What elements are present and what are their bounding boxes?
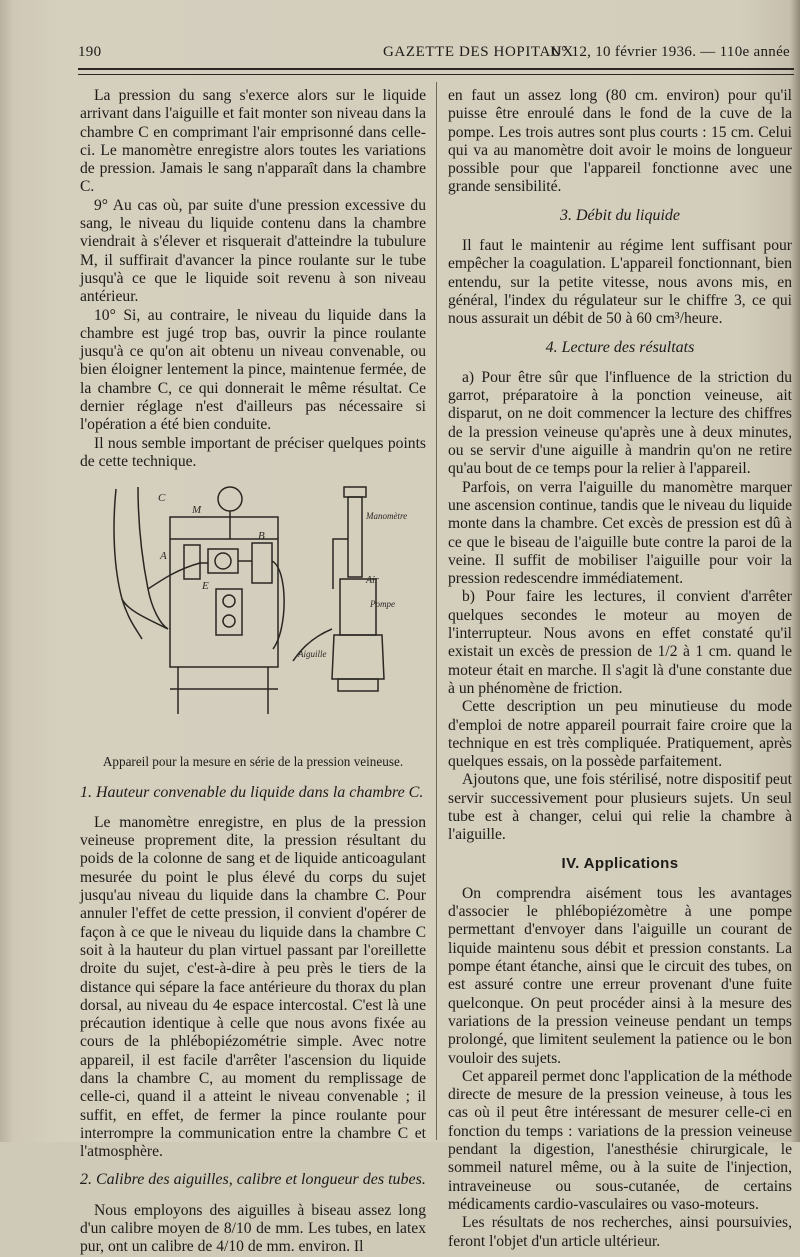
section-heading: 3. Débit du liquide [560,206,680,224]
section-heading: IV. Applications [561,854,679,872]
paragraph: Parfois, on verra l'aiguille du manomètre marquer une ascension continue, tandis que le niveau du liquide monte dans la chambre. Cet excès de pression est dû à ce que le biseau de l'aiguille bute contre la paroi de la veine. Il suffit de mobiliser l'aiguille pour voir la pression redescendre immédiatement. [448,478,792,588]
paragraph: La pression du sang s'exerce alors sur le liquide arrivant dans l'aiguille et fait monter son niveau dans la chambre C en comprimant l'air emprisonné dans celle-ci. Le manomètre enregistre alors toutes les variations de pression. Jamais le sang n'apparaît dans la chambre C. [80,87,426,196]
label-a: A [160,550,167,563]
label-m: M [192,504,202,517]
header-rule [78,68,794,70]
paragraph: en faut un assez long (80 cm. environ) pour qu'il puisse être enroulé dans le fond de la cuve de la pompe. Les trois autres sont plus courts : 15 cm. Celui qui va au manomètre doit avoir le moins de longueur possible pour que l'appareil fonctionne avec une grande sensibilité. [448,87,792,196]
label-aiguille: Aiguille [298,649,327,660]
paragraph: 9° Au cas où, par suite d'une pression excessive du sang, le niveau du liquide contenu dans la chambre viendrait à s'élever et risquerait d'atteindre la tubulure M, il suffirait d'avancer la pince roulante sur le tube jusqu'à ce que le liquide soit revenu à son niveau antérieur. [80,196,426,306]
apparatus-figure [80,479,426,749]
right-column [448,87,792,1251]
paragraph: Il nous semble important de préciser quelques points de cette technique. [80,434,426,470]
figure-caption: Appareil pour la mesure en série de la pression veineuse. [102,754,404,770]
apparatus-illustration [108,479,408,749]
label-b: B [258,530,265,543]
paragraph: Le manomètre enregistre, en plus de la pression veineuse proprement dite, la pression résultant du poids de la colonne de sang et de liquide anticoagulant mesurée du point le plus élevé du corps du sujet jusqu'au niveau du liquide dans la chambre C. Pour annuler l'effet de cette pression, il convient d'opérer de façon à ce que le niveau du liquide dans la chambre C soit à la hauteur du plan virtuel passant par l'oreillette droite du sujet, c'est-à-dire à peu près le tiers de la distance qui sépare la face antérieure du thorax du plan dorsal, au niveau du 4e espace intercostal. C'est là une précaution identique à celle que nous avons fixée au cours de la phlébopiézométrie simple. Avec notre appareil, il est facile d'arrêter l'ascension du liquide dans la chambre C, au moment du remplissage de celle-ci, quand il a atteint le niveau convenable ; il suffit, en effet, de fermer la pince roulante pour interrompre la communication entre la chambre C et l'atmosphère. [80,813,426,1161]
paragraph: 10° Si, au contraire, le niveau du liquide dans la chambre est jugé trop bas, ouvrir la pince roulante jusqu'à ce qu'on ait obtenu un niveau convenable, ou bien éloigner lentement la pince, maintenue fermée, de la chambre C, ce qui donnerait le même résultat. Ce dernier réglage n'est d'ailleurs pas nécessaire si l'opération a été bien conduite. [80,306,426,434]
paragraph: On comprendra aisément tous les avantages d'associer le phlébopiézomètre à une pompe permettant d'envoyer dans l'aiguille un courant de liquide maintenu sous débit et pression constants. La pompe étant étanche, ainsi que le circuit des tubes, on est assuré contre une erreur provenant d'une fuite quelconque. On peut procéder ainsi à la mesure des variations de la pression veineuse pendant un temps prolongé, que limitent seulement la patience ou le bon vouloir des sujets. [448,884,792,1067]
label-air: Air [366,575,379,587]
label-pompe: Pompe [370,599,395,610]
header-rule-thin [78,74,794,75]
paragraph: b) Pour faire les lectures, il convient d'arrêter quelques secondes le moteur au moyen de l'interrupteur. Nous avons en effet constaté qu'il existait un excès de pression de 1/2 à 1 cm. quand le moteur était en marche. Il s'agit là d'une constante due à un phénomène de friction. [448,588,792,697]
column-divider [436,82,437,1140]
paragraph: a) Pour être sûr que l'influence de la striction du garrot, préparatoire à la ponction veineuse, ait disparut, on ne doit commencer la lecture des chiffres de la pression veineuse qu'après une à deux minutes, ou se servir d'une aiguille à mandrin qu'on ne retire qu'au bout de ce temps pour la relier à l'appareil. [448,368,792,478]
paragraph: Il faut le maintenir au régime lent suffisant pour empêcher la coagulation. L'appareil fonctionnant, bien entendu, sur la petite vitesse, nous avons mis, en général, l'index du régulateur sur le chiffre 3, ce qui nous assurait un débit de 50 à 60 cm³/heure. [448,237,792,328]
section-heading: 2. Calibre des aiguilles, calibre et longueur des tubes. [80,1171,426,1189]
label-manometre: Manomètre [366,511,408,522]
paragraph: Cet appareil permet donc l'application de la méthode directe de mesure de la pression veineuse, à tous les cas où il peut être intéressant de mesurer celle-ci en fonction du temps : variations de la pression veineuse pendant la digestion, l'anesthésie chirurgicale, le sommeil naturel même, ou à la suite de l'injection, intraveineuse ou sous-cutanée, de certains médicaments cardio-vasculaires ou vaso-moteurs. [448,1067,792,1213]
section-heading: 4. Lecture des résultats [545,338,695,356]
paragraph: Nous employons des aiguilles à biseau assez long d'un calibre moyen de 8/10 de mm. Les tubes, en latex pur, ont un calibre de 4/10 de mm. environ. Il [80,1201,426,1256]
issue-info: N° 12, 10 février 1936. — 110e année [550,44,790,60]
label-e: E [202,580,209,593]
paragraph: Les résultats de nos recherches, ainsi poursuivies, feront l'objet d'un article ultérieur. [448,1214,792,1250]
left-column [80,87,426,1257]
paragraph: Ajoutons que, une fois stérilisé, notre dispositif peut servir successivement pour plusieurs sujets. Un seul tube est à changer, celui qui relie la chambre à l'aiguille. [448,771,792,844]
journal-title: GAZETTE DES HOPITAUX [383,44,574,60]
page-header [78,44,794,66]
label-c: C [158,492,166,505]
section-heading: 1. Hauteur convenable du liquide dans la chambre C. [80,783,424,801]
page-number: 190 [78,44,102,60]
paragraph: Cette description un peu minutieuse du mode d'emploi de notre appareil pourrait faire croire que la technique en est très compliquée. Pratiquement, après quelques essais, on la possède parfaitement. [448,698,792,771]
